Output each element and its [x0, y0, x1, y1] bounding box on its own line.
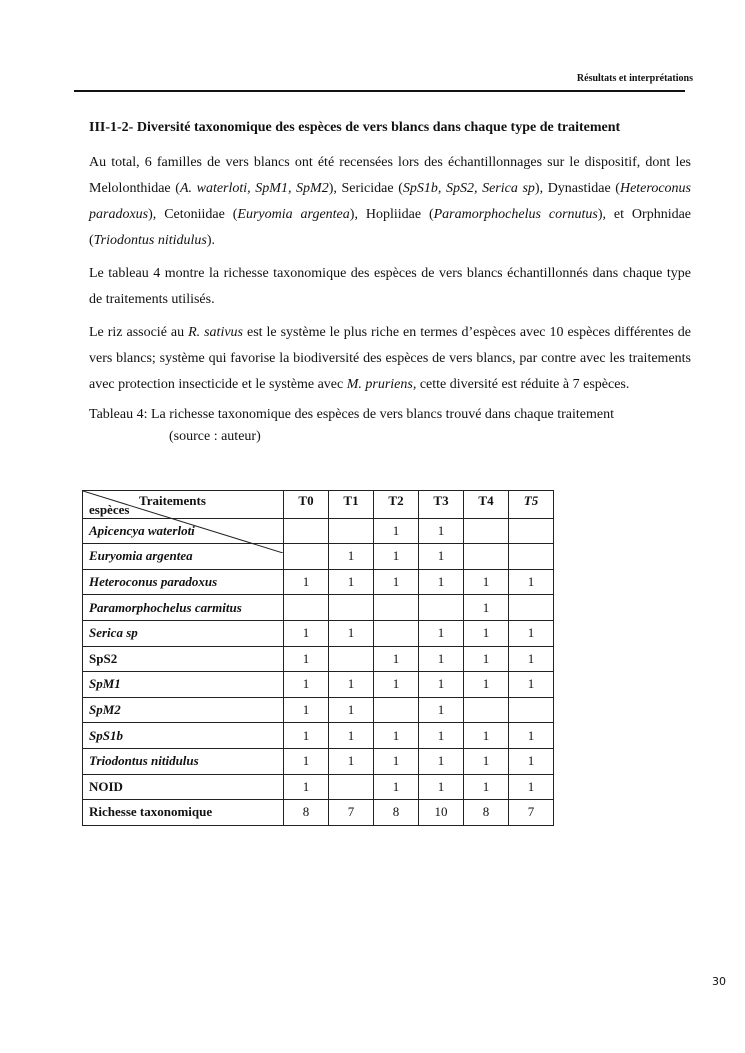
- paragraph-table-intro: [89, 261, 691, 313]
- italic-taxon: A. waterloti, SpM1, SpM2: [179, 181, 329, 196]
- value-cell: 1: [464, 748, 509, 774]
- italic-taxon: SpS1b, SpS2, Serica sp: [402, 181, 535, 196]
- value-cell: 1: [464, 569, 509, 595]
- value-cell: 1: [329, 723, 374, 749]
- value-cell: [509, 595, 554, 621]
- value-cell: 7: [509, 800, 554, 826]
- value-cell: 1: [284, 646, 329, 672]
- value-cell: 1: [419, 544, 464, 570]
- value-cell: 1: [329, 620, 374, 646]
- value-cell: [329, 595, 374, 621]
- richness-table: [82, 490, 554, 826]
- table-row: [83, 748, 554, 774]
- value-cell: 1: [374, 544, 419, 570]
- species-name: Apicencya waterloti: [83, 518, 284, 544]
- italic-taxon: Euryomia argentea: [237, 207, 350, 222]
- value-cell: [374, 620, 419, 646]
- text-run: Le riz associé au: [89, 325, 189, 340]
- text-run: cette diversité est réduite à 7 espèces.: [416, 377, 630, 392]
- value-cell: [329, 518, 374, 544]
- value-cell: 1: [464, 723, 509, 749]
- value-cell: [374, 595, 419, 621]
- value-cell: 1: [329, 697, 374, 723]
- value-cell: 1: [284, 748, 329, 774]
- value-cell: [284, 544, 329, 570]
- value-cell: 1: [374, 748, 419, 774]
- italic-taxon: R. sativus: [188, 325, 243, 340]
- table-row: [83, 800, 554, 826]
- value-cell: 1: [509, 774, 554, 800]
- species-name: Paramorphochelus carmitus: [83, 595, 284, 621]
- value-cell: 1: [329, 748, 374, 774]
- value-cell: 1: [284, 697, 329, 723]
- text-run: Le tableau 4 montre la richesse taxonomique des espèces de vers blancs échantillonnés dans chaque type de traitements utilisés.: [89, 266, 691, 307]
- value-cell: 1: [329, 569, 374, 595]
- value-cell: 1: [464, 672, 509, 698]
- value-cell: [329, 774, 374, 800]
- value-cell: 1: [419, 569, 464, 595]
- value-cell: 8: [374, 800, 419, 826]
- header-treatments: Traitements: [139, 493, 206, 508]
- header-species: espèces: [89, 501, 130, 517]
- value-cell: 1: [374, 774, 419, 800]
- value-cell: 1: [284, 723, 329, 749]
- text-run: Au total, 6 familles de vers blancs ont été recensées lors des échantillonnages sur le dispositif, dont les Melolonthidae (: [89, 155, 691, 196]
- table-row: [83, 646, 554, 672]
- table-row: [83, 620, 554, 646]
- diagonal-header-cell: [83, 491, 284, 519]
- italic-taxon: Triodontus nitidulus: [93, 233, 207, 248]
- value-cell: [419, 595, 464, 621]
- value-cell: 1: [464, 646, 509, 672]
- value-cell: 1: [419, 723, 464, 749]
- value-cell: 1: [509, 672, 554, 698]
- table-row: [83, 569, 554, 595]
- value-cell: 1: [419, 774, 464, 800]
- species-name: Euryomia argentea: [83, 544, 284, 570]
- table-row: [83, 774, 554, 800]
- column-header-t5: T5: [509, 491, 554, 519]
- value-cell: 1: [509, 620, 554, 646]
- column-header-t4: T4: [464, 491, 509, 519]
- value-cell: 7: [329, 800, 374, 826]
- species-name: SpM1: [83, 672, 284, 698]
- value-cell: 8: [464, 800, 509, 826]
- value-cell: 1: [374, 518, 419, 544]
- value-cell: 1: [329, 672, 374, 698]
- species-name: SpS1b: [83, 723, 284, 749]
- value-cell: 1: [419, 697, 464, 723]
- value-cell: [464, 518, 509, 544]
- value-cell: 1: [464, 595, 509, 621]
- value-cell: 8: [284, 800, 329, 826]
- column-header-t0: T0: [284, 491, 329, 519]
- table-source: (source : auteur): [169, 429, 261, 444]
- column-header-t1: T1: [329, 491, 374, 519]
- value-cell: 1: [284, 672, 329, 698]
- table-caption: Tableau 4: La richesse taxonomique des espèces de vers blancs trouvé dans chaque traitement: [89, 407, 614, 422]
- text-run: ), Dynastidae (: [534, 181, 620, 196]
- value-cell: [329, 646, 374, 672]
- value-cell: 1: [464, 774, 509, 800]
- value-cell: 1: [419, 620, 464, 646]
- column-header-t2: T2: [374, 491, 419, 519]
- value-cell: 1: [509, 569, 554, 595]
- species-name: Richesse taxonomique: [83, 800, 284, 826]
- paragraph-families: [89, 150, 691, 254]
- species-name: Serica sp: [83, 620, 284, 646]
- section-title: III-1-2- Diversité taxonomique des espèces de vers blancs dans chaque type de traitement: [89, 120, 621, 135]
- value-cell: 1: [509, 748, 554, 774]
- value-cell: 1: [419, 518, 464, 544]
- table-row: [83, 595, 554, 621]
- italic-taxon: Heteroconus paradoxus: [89, 181, 691, 222]
- value-cell: 1: [329, 544, 374, 570]
- value-cell: 1: [284, 620, 329, 646]
- table-body: [83, 518, 554, 825]
- value-cell: 1: [284, 569, 329, 595]
- table-header-row: [83, 491, 554, 519]
- table-row: [83, 672, 554, 698]
- value-cell: [374, 697, 419, 723]
- table-row: [83, 697, 554, 723]
- column-header-t3: T3: [419, 491, 464, 519]
- value-cell: 1: [374, 646, 419, 672]
- value-cell: 1: [284, 774, 329, 800]
- species-name: SpM2: [83, 697, 284, 723]
- italic-taxon: M. pruriens,: [346, 377, 417, 392]
- page-number: 30: [712, 975, 726, 988]
- page-content: [89, 112, 691, 447]
- value-cell: 10: [419, 800, 464, 826]
- species-name: SpS2: [83, 646, 284, 672]
- italic-taxon: Paramorphochelus cornutus: [433, 207, 598, 222]
- species-name: Triodontus nitidulus: [83, 748, 284, 774]
- species-name: Heteroconus paradoxus: [83, 569, 284, 595]
- value-cell: [284, 518, 329, 544]
- value-cell: 1: [374, 569, 419, 595]
- value-cell: [509, 697, 554, 723]
- value-cell: 1: [419, 672, 464, 698]
- text-run: ), Sericidae (: [328, 181, 403, 196]
- value-cell: 1: [509, 723, 554, 749]
- value-cell: 1: [419, 646, 464, 672]
- header-rule: [74, 90, 685, 92]
- value-cell: [509, 544, 554, 570]
- value-cell: 1: [374, 723, 419, 749]
- text-run: ), et Orphnidae (: [89, 207, 692, 248]
- value-cell: [509, 518, 554, 544]
- text-run: ), Hopliidae (: [349, 207, 434, 222]
- value-cell: [464, 697, 509, 723]
- paragraph-richness: [89, 320, 691, 398]
- text-run: ), Cetoniidae (: [148, 207, 238, 222]
- value-cell: [464, 544, 509, 570]
- value-cell: 1: [464, 620, 509, 646]
- value-cell: [284, 595, 329, 621]
- value-cell: 1: [509, 646, 554, 672]
- species-name: NOID: [83, 774, 284, 800]
- text-run: est le système le plus riche en termes d’espèces avec 10 espèces différentes de vers blancs; système qui favorise la biodiversité des espèces de vers blancs, par contre avec les traitements avec protection insecticide et le système avec: [89, 325, 691, 392]
- table-row: [83, 723, 554, 749]
- value-cell: 1: [419, 748, 464, 774]
- text-run: ).: [206, 233, 216, 248]
- running-header: Résultats et interprétations: [576, 73, 693, 84]
- value-cell: 1: [374, 672, 419, 698]
